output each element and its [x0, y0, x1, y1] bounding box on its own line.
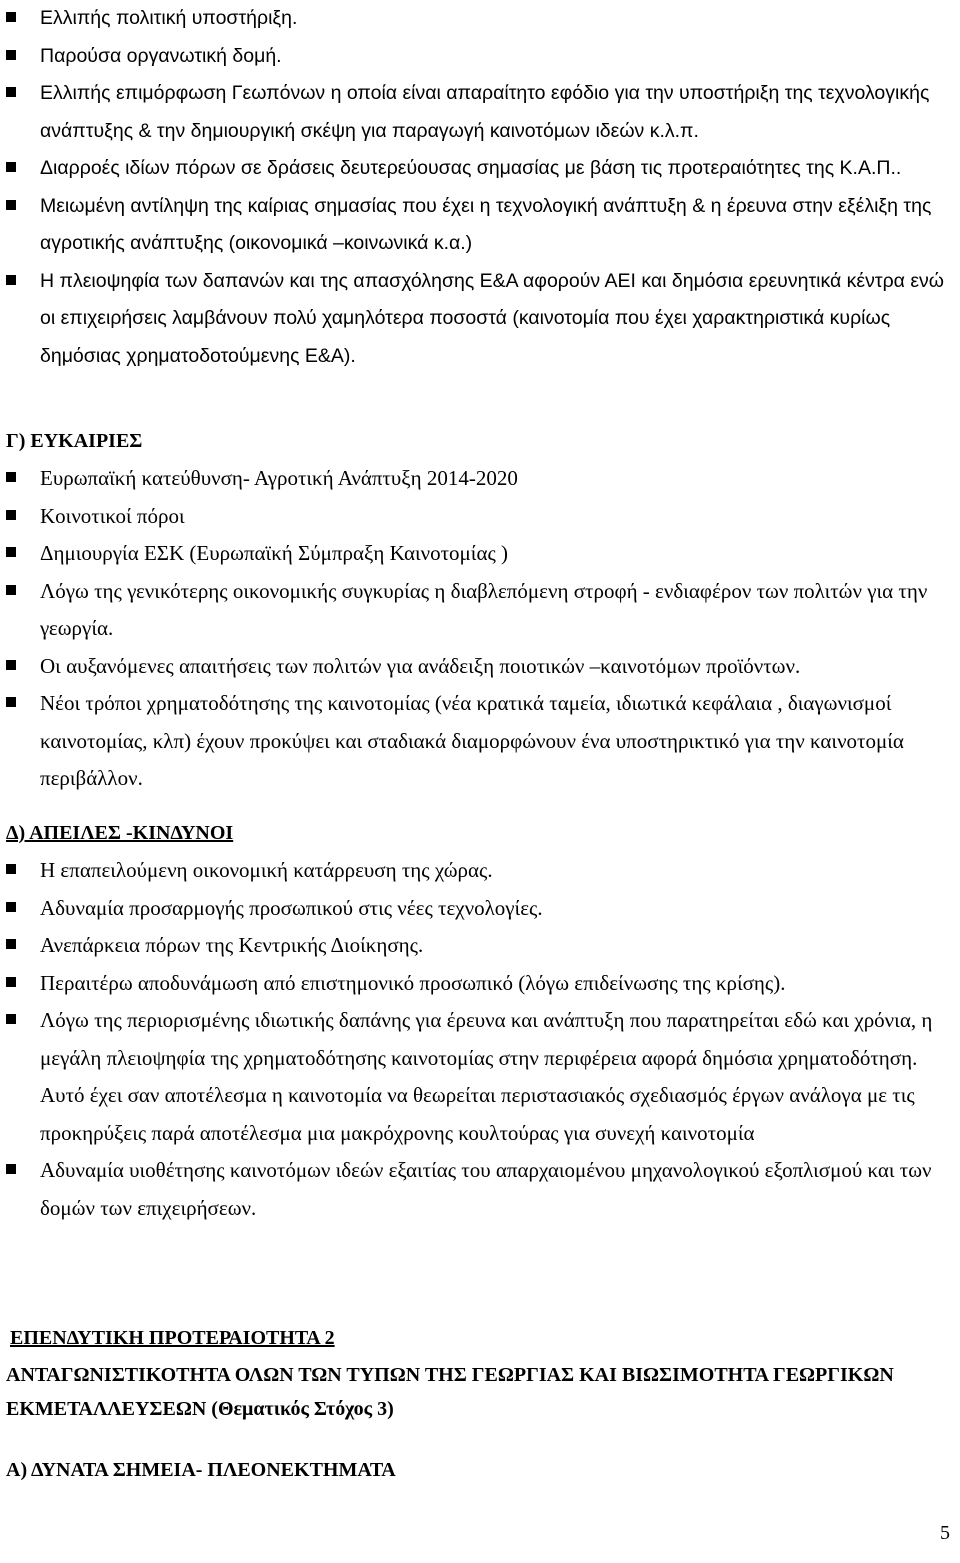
list-item — [0, 188, 960, 263]
list-item-text: Νέοι τρόποι χρηματοδότησης της καινοτομίας (νέα κρατικά ταμεία, ιδιωτικά κεφάλαια , διαγωνισμοί καινοτομίας, κλπ) έχουν προκύψει και σταδιακά διαμορφώνουν ένα υποστηρικτικό για την καινοτομία περιβάλλον. — [40, 691, 904, 790]
opportunities-section — [0, 426, 960, 798]
page-number: 5 — [940, 1522, 950, 1544]
priority-section — [0, 1318, 960, 1490]
square-bullet-icon — [6, 902, 16, 912]
weaknesses-list — [0, 0, 960, 375]
list-item — [0, 573, 960, 648]
priority-subtitle: ΑΝΤΑΓΩΝΙΣΤΙΚΟΤΗΤΑ ΟΛΩΝ ΤΩΝ ΤΥΠΩΝ ΤΗΣ ΓΕΩΡΓΙΑΣ ΚΑΙ ΒΙΩΣΙΜΟΤΗΤΑ ΓΕΩΡΓΙΚΩΝ ΕΚΜΕΤΑΛΛΕΥΣΕΩΝ (Θεματικός Στόχος 3) — [6, 1364, 894, 1420]
list-item — [0, 150, 960, 188]
list-item — [0, 685, 960, 798]
list-item-text: Λόγω της περιορισμένης ιδιωτικής δαπάνης για έρευνα και ανάπτυξη που παρατηρείται εδώ και χρόνια, η μεγάλη πλειοψηφία της χρηματοδότησης καινοτομίας στην περιφέρεια αφορά δημόσια χρηματοδότηση. Αυτό έχει σαν αποτέλεσμα η καινοτομία να θεωρείται περιστασιακός σχεδιασμός έργων ανάλογα με τις προκηρύξεις παρά αποτέλεσμα μια μακρόχρονης κουλτούρας για συνεχή καινοτομία — [40, 1008, 933, 1145]
list-item-text: Δημιουργία ΕΣΚ (Ευρωπαϊκή Σύμπραξη Καινοτομίας ) — [40, 541, 509, 565]
strengths-heading — [0, 1450, 960, 1490]
list-item — [0, 648, 960, 686]
strengths-heading-text: Α) ΔΥΝΑΤΑ ΣΗΜΕΙΑ- ΠΛΕΟΝΕΚΤΗΜΑΤΑ — [6, 1459, 396, 1481]
list-item-text: Μειωμένη αντίληψη της καίριας σημασίας που έχει η τεχνολογική ανάπτυξη & η έρευνα στην εξέλιξη της αγροτικής ανάπτυξης (οικονομικά –κοινωνικά κ.α.) — [40, 194, 932, 254]
priority-title-text: ΕΠΕΝΔΥΤΙΚΗ ΠΡΟΤΕΡΑΙΟΤΗΤΑ 2 — [10, 1327, 335, 1349]
square-bullet-icon — [6, 977, 16, 987]
list-item-text: Αδυναμία υιοθέτησης καινοτόμων ιδεών εξαιτίας του απαρχαιομένου μηχανολογικού εξοπλισμού και των δομών των επιχειρήσεων. — [40, 1158, 932, 1220]
square-bullet-icon — [6, 50, 16, 60]
list-item — [0, 890, 960, 928]
square-bullet-icon — [6, 87, 16, 97]
list-item-text: Η επαπειλούμενη οικονομική κατάρρευση της χώρας. — [40, 858, 493, 882]
threats-heading-text: Δ) ΑΠΕΙΛΕΣ -ΚΙΝΔΥΝΟΙ — [6, 822, 234, 844]
list-item-text: Η πλειοψηφία των δαπανών και της απασχόλησης Ε&Α αφορούν ΑΕΙ και δημόσια ερευνητικά κέντρα ενώ οι επιχειρήσεις λαμβάνουν πολύ χαμηλότερα ποσοστά (καινοτομία που έχει χαρακτηριστικά κυρίως δημόσιας χρηματοδοτούμενης Ε&Α). — [40, 269, 945, 367]
list-item-text: Αδυναμία προσαρμογής προσωπικού στις νέες τεχνολογίες. — [40, 895, 543, 920]
list-item — [0, 75, 960, 150]
list-item-text: Ευρωπαϊκή κατεύθυνση- Αγροτική Ανάπτυξη 2014-2020 — [40, 466, 518, 490]
square-bullet-icon — [6, 472, 16, 482]
list-item — [0, 0, 960, 38]
list-item-text: Ελλιπής πολιτική υποστήριξη. — [40, 7, 298, 29]
square-bullet-icon — [6, 585, 16, 595]
list-item — [0, 1152, 960, 1227]
square-bullet-icon — [6, 697, 16, 707]
threats-list — [0, 852, 960, 1227]
list-item-text: Παρούσα οργανωτική δομή. — [40, 44, 282, 67]
square-bullet-icon — [6, 660, 16, 670]
list-item — [0, 38, 960, 76]
list-item-text: Κοινοτικοί πόροι — [40, 503, 185, 528]
list-item-text: Διαρροές ιδίων πόρων σε δράσεις δευτερεύουσας σημασίας με βάση τις προτεραιότητες της Κ.Α.Π.. — [40, 157, 902, 179]
square-bullet-icon — [6, 1164, 16, 1174]
priority-title — [0, 1318, 960, 1358]
opportunities-heading: Γ) ΕΥΚΑΙΡΙΕΣ — [6, 430, 143, 452]
list-item — [0, 927, 960, 965]
list-item-text: Οι αυξανόμενες απαιτήσεις των πολιτών για ανάδειξη ποιοτικών –καινοτόμων προϊόντων. — [40, 653, 801, 678]
square-bullet-icon — [6, 939, 16, 949]
square-bullet-icon — [6, 547, 16, 557]
list-item — [0, 535, 960, 573]
list-item — [0, 852, 960, 890]
list-item — [0, 498, 960, 536]
list-item — [0, 263, 960, 376]
threats-section — [0, 818, 960, 1227]
list-item-text: Περαιτέρω αποδυνάμωση από επιστημονικό προσωπικό (λόγω επιδείνωσης της κρίσης). — [40, 970, 786, 995]
list-item — [0, 460, 960, 498]
weaknesses-section — [0, 0, 960, 375]
list-item — [0, 965, 960, 1003]
square-bullet-icon — [6, 275, 16, 285]
list-item-text: Λόγω της γενικότερης οικονομικής συγκυρίας η διαβλεπόμενη στροφή - ενδιαφέρον των πολιτών για την γεωργία. — [40, 578, 928, 640]
opportunities-list — [0, 460, 960, 798]
square-bullet-icon — [6, 510, 16, 520]
square-bullet-icon — [6, 200, 16, 210]
list-item-text: Ελλιπής επιμόρφωση Γεωπόνων η οποία είναι απαραίτητο εφόδιο για την υποστήριξη της τεχνολογικής ανάπτυξης & την δημιουργική σκέψη για παραγωγή καινοτόμων ιδεών κ.λ.π. — [40, 82, 930, 142]
list-item — [0, 1002, 960, 1152]
square-bullet-icon — [6, 1014, 16, 1024]
square-bullet-icon — [6, 864, 16, 874]
threats-heading — [0, 818, 960, 848]
square-bullet-icon — [6, 12, 16, 22]
square-bullet-icon — [6, 162, 16, 172]
list-item-text: Ανεπάρκεια πόρων της Κεντρικής Διοίκησης. — [40, 933, 424, 957]
